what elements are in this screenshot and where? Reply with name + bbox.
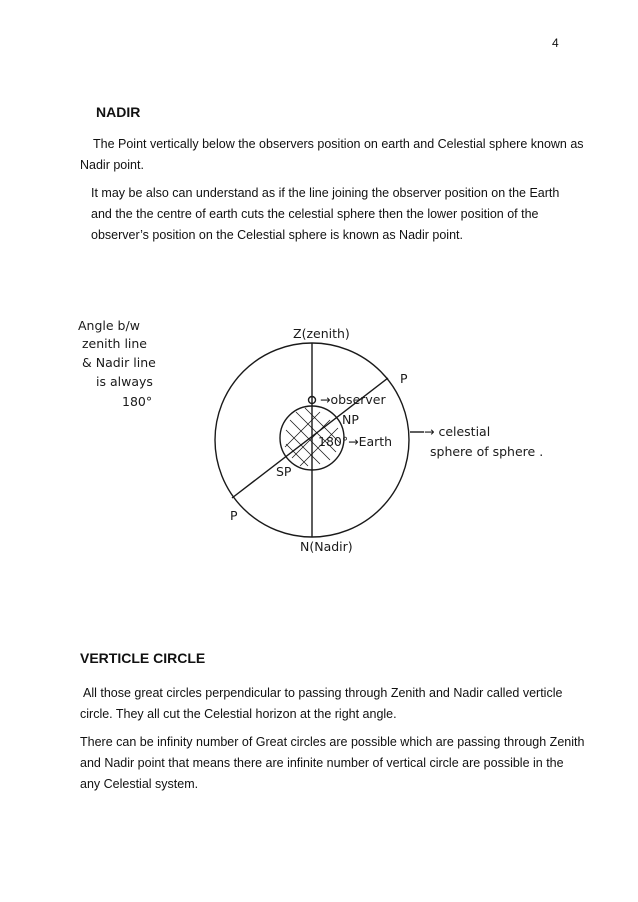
verticle-paragraph-1 xyxy=(80,683,562,725)
verticle-p2-line-2: and Nadir point that means there are infinite number of vertical circle are possible in the xyxy=(80,756,564,770)
verticle-p1-line-2: circle. They all cut the Celestial horizon at the right angle. xyxy=(80,707,397,721)
verticle-p2-line-1: There can be infinity number of Great circles are possible which are passing through Zenith xyxy=(80,735,585,749)
nadir-p1-line-1: The Point vertically below the observers position on earth and Celestial sphere known as xyxy=(93,137,584,151)
verticle-p1-line-1: All those great circles perpendicular to passing through Zenith and Nadir called verticle xyxy=(83,686,563,700)
diagram-note-line-4: is always xyxy=(96,374,153,389)
celestial-label-line-1: → celestial xyxy=(424,424,491,439)
diagram-note-line-1: Angle b/w xyxy=(78,318,140,333)
nadir-p2-line-2: and the the centre of earth cuts the celestial sphere then the lower position of the xyxy=(91,207,539,221)
diagram-note-line-2: zenith line xyxy=(82,336,148,351)
nadir-label: N(Nadir) xyxy=(300,539,353,554)
nadir-p2-line-1: It may be also can understand as if the line joining the observer position on the Earth xyxy=(91,186,560,200)
nadir-heading: NADIR xyxy=(96,104,141,120)
np-label: NP xyxy=(342,412,359,427)
zenith-label: Z(zenith) xyxy=(293,326,350,341)
diagram-note-line-5: 180° xyxy=(122,394,153,409)
celestial-label-line-2: sphere of sphere . xyxy=(430,444,544,459)
page-number: 4 xyxy=(552,36,559,50)
p-bottom-label: P xyxy=(230,508,238,523)
verticle-circle-heading: VERTICLE CIRCLE xyxy=(80,650,206,666)
verticle-p2-line-3: any Celestial system. xyxy=(80,777,199,791)
nadir-p2-line-3: observer’s position on the Celestial sphere is known as Nadir point. xyxy=(91,228,463,242)
diagram-note-line-3: & Nadir line xyxy=(82,355,156,370)
nadir-p1-line-2: Nadir point. xyxy=(80,158,144,172)
p-top-label: P xyxy=(400,371,408,386)
verticle-paragraph-2 xyxy=(80,732,584,795)
observer-label: →observer xyxy=(320,392,386,407)
earth-label: 180°→Earth xyxy=(318,434,393,449)
sp-label: SP xyxy=(276,464,292,479)
